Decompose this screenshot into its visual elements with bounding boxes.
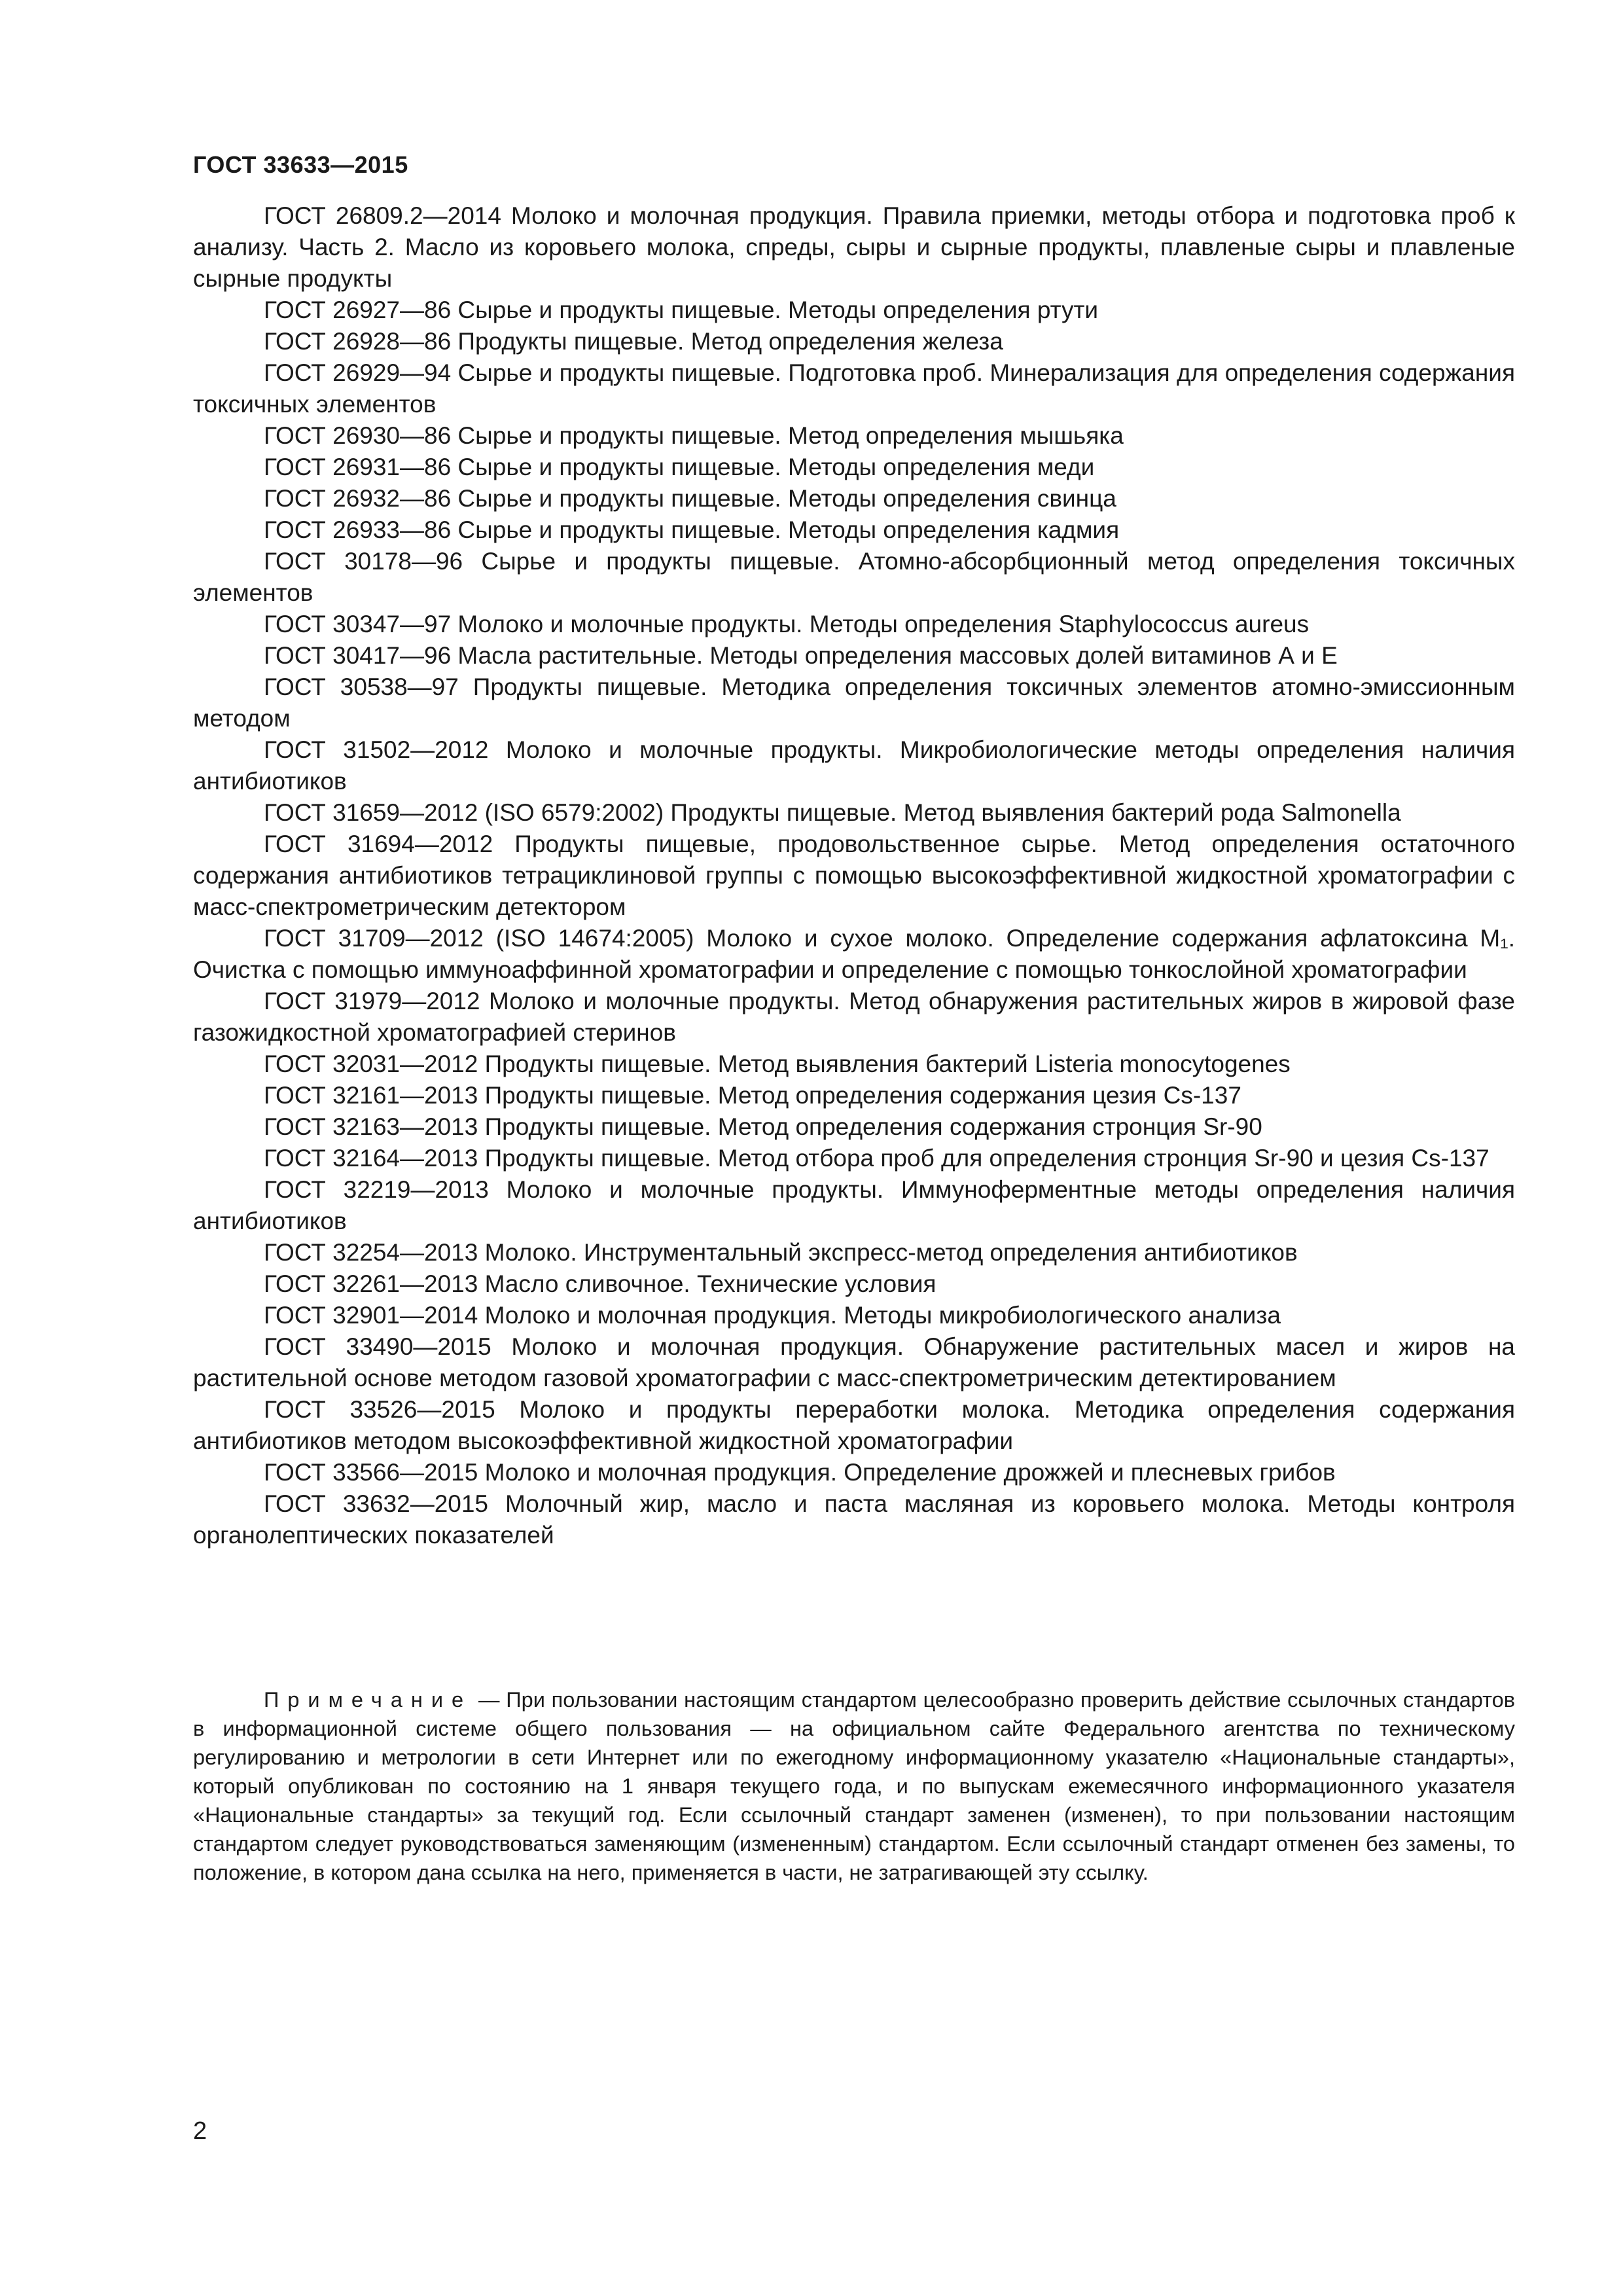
reference-item: ГОСТ 31979—2012 Молоко и молочные продукты. Метод обнаружения растительных жиров в жировой фазе газожидкостной хроматографией стеринов xyxy=(193,988,1515,1046)
reference-item: ГОСТ 30538—97 Продукты пищевые. Методика определения токсичных элементов атомно-эмиссионным методом xyxy=(193,673,1515,732)
reference-item: ГОСТ 32219—2013 Молоко и молочные продукты. Иммуноферментные методы определения наличия антибиотиков xyxy=(193,1176,1515,1234)
reference-item: ГОСТ 33490—2015 Молоко и молочная продукция. Обнаружение растительных масел и жиров на растительной основе методом газовой хроматографии с масс-спектрометрическим детектированием xyxy=(193,1333,1515,1391)
reference-item: ГОСТ 26929—94 Сырье и продукты пищевые. Подготовка проб. Минерализация для определения содержания токсичных элементов xyxy=(193,359,1515,418)
reference-item: ГОСТ 26927—86 Сырье и продукты пищевые. Методы определения ртути xyxy=(264,296,1099,323)
reference-item: ГОСТ 26930—86 Сырье и продукты пищевые. Метод определения мышьяка xyxy=(264,422,1124,449)
reference-item: ГОСТ 26932—86 Сырье и продукты пищевые. Методы определения свинца xyxy=(264,485,1116,512)
reference-item: ГОСТ 30347—97 Молоко и молочные продукты. Методы определения Staphylococcus aureus xyxy=(264,611,1310,637)
note-paragraph xyxy=(193,1685,1515,1887)
reference-item: ГОСТ 31659—2012 (ISO 6579:2002) Продукты пищевые. Метод выявления бактерий рода Salmonella xyxy=(264,799,1401,826)
reference-item: ГОСТ 32254—2013 Молоко. Инструментальный экспресс-метод определения антибиотиков xyxy=(264,1239,1298,1266)
reference-item: ГОСТ 26931—86 Сырье и продукты пищевые. Методы определения меди xyxy=(264,454,1095,480)
reference-item: ГОСТ 31709—2012 (ISO 14674:2005) Молоко и сухое молоко. Определение содержания афлатоксина M₁. Очистка с помощью иммуноаффинной хроматографии и определение с помощью тонкослойной хроматографии xyxy=(193,925,1515,983)
reference-item: ГОСТ 31502—2012 Молоко и молочные продукты. Микробиологические методы определения наличия антибиотиков xyxy=(193,736,1515,795)
normative-references-list xyxy=(193,200,1515,1551)
note-text: — При пользовании настоящим стандартом целесообразно проверить действие ссылочных стандартов в информационной системе общего пользования — на официальном сайте Федерального агентства по техническому регулированию и метрологии в сети Интернет или по ежегодному информационному указателю «Национальные стандарты», который опубликован по состоянию на 1 января текущего года, и по выпускам ежемесячного информационного указателя «Национальные стандарты» за текущий год. Если ссылочный стандарт заменен (изменен), то при пользовании настоящим стандартом следует руководствоваться заменяющим (измененным) стандартом. Если ссылочный стандарт отменен без замены, то положение, в котором дана ссылка на него, применяется в части, не затрагивающей эту ссылку. xyxy=(193,1688,1515,1884)
reference-item: ГОСТ 26809.2—2014 Молоко и молочная продукция. Правила приемки, методы отбора и подготовка проб к анализу. Часть 2. Масло из коровьего молока, спреды, сыры и сырные продукты, плавленые сыры и плавленые сырные продукты xyxy=(193,202,1515,292)
reference-item: ГОСТ 33566—2015 Молоко и молочная продукция. Определение дрожжей и плесневых грибов xyxy=(264,1459,1336,1486)
note-label: Примечание xyxy=(264,1688,473,1712)
page-number: 2 xyxy=(193,2117,207,2145)
reference-item: ГОСТ 33632—2015 Молочный жир, масло и паста масляная из коровьего молока. Методы контроля органолептических показателей xyxy=(193,1490,1515,1549)
standard-code-header: ГОСТ 33633—2015 xyxy=(193,151,408,178)
reference-item: ГОСТ 32261—2013 Масло сливочное. Технические условия xyxy=(264,1270,936,1297)
reference-item: ГОСТ 26933—86 Сырье и продукты пищевые. Методы определения кадмия xyxy=(264,516,1120,543)
reference-item: ГОСТ 32031—2012 Продукты пищевые. Метод выявления бактерий Listeria monocytogenes xyxy=(264,1050,1291,1077)
reference-item: ГОСТ 33526—2015 Молоко и продукты переработки молока. Методика определения содержания антибиотиков методом высокоэффективной жидкостной хроматографии xyxy=(193,1396,1515,1454)
reference-item: ГОСТ 26928—86 Продукты пищевые. Метод определения железа xyxy=(264,328,1003,355)
reference-item: ГОСТ 32901—2014 Молоко и молочная продукция. Методы микробиологического анализа xyxy=(264,1302,1281,1329)
reference-item: ГОСТ 32163—2013 Продукты пищевые. Метод определения содержания стронция Sr-90 xyxy=(264,1113,1262,1140)
reference-item: ГОСТ 32161—2013 Продукты пищевые. Метод определения содержания цезия Cs-137 xyxy=(264,1082,1241,1109)
reference-item: ГОСТ 32164—2013 Продукты пищевые. Метод отбора проб для определения стронция Sr-90 и цезия Cs-137 xyxy=(264,1145,1489,1172)
reference-item: ГОСТ 30178—96 Сырье и продукты пищевые. Атомно-абсорбционный метод определения токсичных элементов xyxy=(193,548,1515,606)
reference-item: ГОСТ 30417—96 Масла растительные. Методы определения массовых долей витаминов А и Е xyxy=(264,642,1338,669)
reference-item: ГОСТ 31694—2012 Продукты пищевые, продовольственное сырье. Метод определения остаточного содержания антибиотиков тетрациклиновой группы с помощью высокоэффективной жидкостной хроматографии с масс-спектрометрическим детектором xyxy=(193,831,1515,920)
